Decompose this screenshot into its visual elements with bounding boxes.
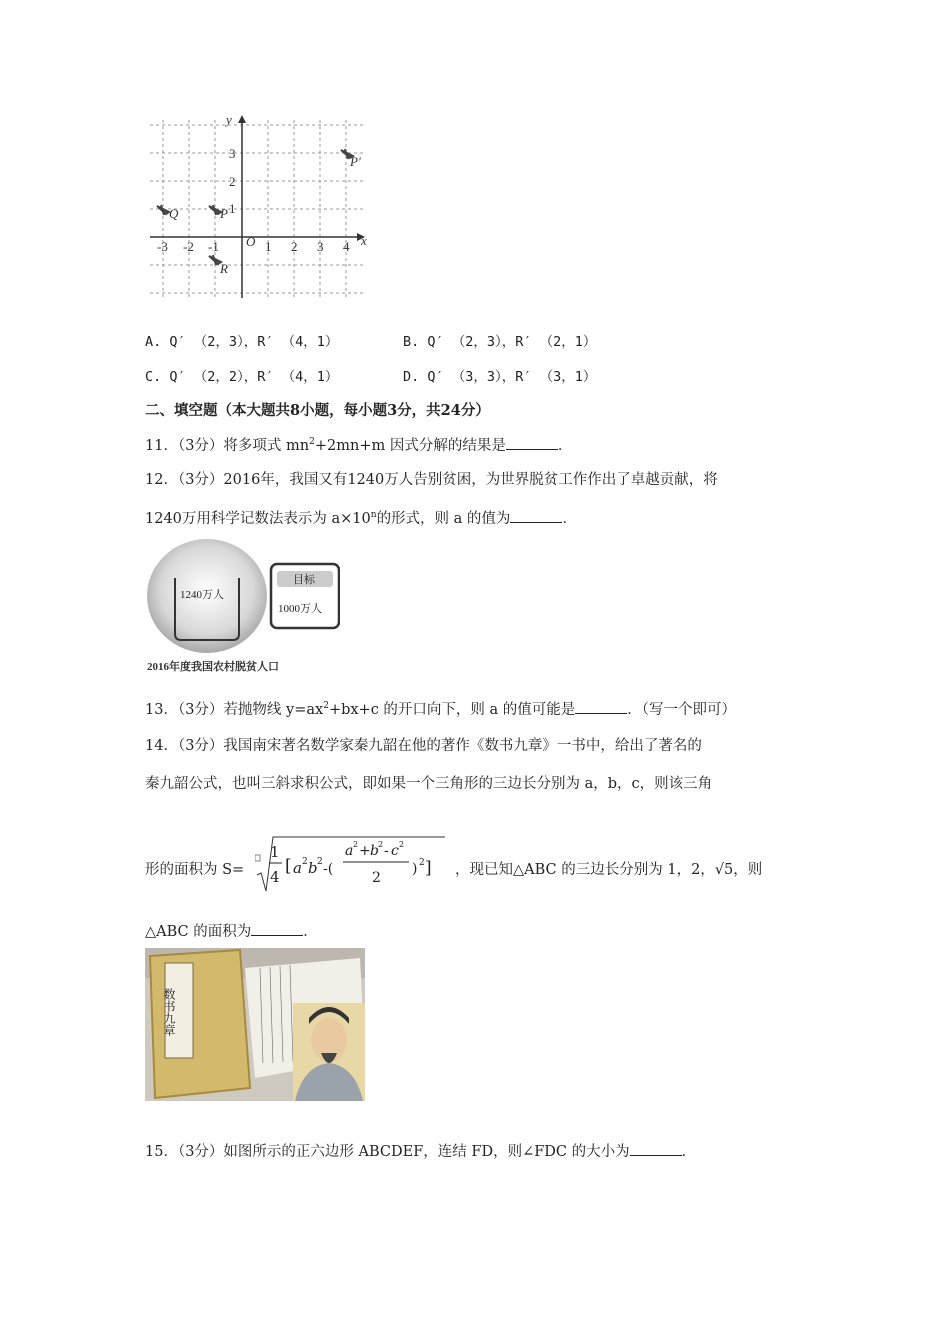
formula-denominator-four: 4 — [270, 868, 280, 886]
question-12-line2 — [145, 507, 577, 528]
poverty-figure — [145, 538, 340, 676]
y-tick: 2 — [229, 174, 236, 189]
q15-text: 15．（3分）如图所示的正六边形 ABCDEF，连结 FD，则∠FDC 的大小为 — [145, 1144, 630, 1160]
q12-text-a: 1240万用科学记数法表示为 a×10 — [145, 511, 371, 527]
q13-sup: 2 — [323, 701, 329, 712]
x-tick: -1 — [208, 239, 219, 254]
q14-end: ． — [303, 924, 318, 940]
answer-blank — [510, 508, 562, 523]
book-title: 数书九章 — [162, 988, 176, 1036]
q13-text-b: +bx+c 的开口向下，则 a 的值可能是 — [328, 702, 576, 718]
q12-sup: n — [370, 510, 377, 521]
x-tick: -3 — [157, 239, 168, 254]
book-figure-svg — [145, 948, 365, 1101]
q14-text-d: △ABC 的面积为 — [145, 924, 252, 940]
formula-bracket-open: [ — [285, 856, 292, 876]
answer-blank — [630, 1141, 682, 1156]
origin-label: O — [246, 234, 256, 249]
formula-bracket-close: ] — [425, 858, 432, 878]
heron-formula — [255, 835, 447, 895]
x-tick: 3 — [317, 239, 324, 254]
formula-numerator-one: 1 — [270, 843, 280, 861]
q12-text-b: 的形式，则 a 的值为 — [376, 511, 511, 527]
formula-sup: 2 — [302, 857, 308, 867]
coordinate-figure — [145, 110, 370, 302]
target-title: 目标 — [293, 574, 315, 586]
book-figure — [145, 948, 365, 1101]
point-r-label: R — [220, 261, 228, 276]
sqrt-five: √5 — [714, 862, 734, 878]
target-value: 1000万人 — [278, 603, 322, 615]
q11-text-b: +2mn+m 因式分解的结果是 — [314, 438, 506, 454]
question-15 — [145, 1140, 696, 1161]
formula-close-paren: ) — [412, 861, 418, 877]
option-b: B. Q′ （2，3），R′ （2，1） — [403, 334, 597, 350]
question-11 — [145, 434, 572, 455]
q11-end: ． — [557, 438, 573, 454]
q12-end: ． — [562, 511, 577, 527]
x-tick: 1 — [265, 239, 272, 254]
question-14-line3b — [455, 858, 762, 879]
formula-minus-c: - — [384, 843, 389, 859]
q11-sup: 2 — [309, 437, 315, 448]
x-axis-label: x — [361, 233, 367, 248]
question-14-line2: 秦九韶公式，也叫三斜求积公式，即如果一个三角形的三边长分别为 a，b，c，则该三角 — [145, 776, 713, 792]
option-d: D. Q′ （3，3），R′ （3，1） — [403, 369, 597, 385]
question-14-line3a: 形的面积为 S= — [145, 862, 245, 878]
formula-b: b — [308, 859, 318, 877]
formula-minus: -( — [323, 861, 334, 877]
formula-sup: 2 — [353, 840, 359, 849]
option-c: C. Q′ （2，2），R′ （4，1） — [145, 369, 339, 385]
answer-blank — [251, 921, 303, 936]
poverty-caption: 2016年度我国农村脱贫人口 — [147, 661, 279, 673]
question-13 — [145, 698, 736, 719]
formula-plus: + — [359, 843, 371, 859]
poverty-figure-svg — [145, 538, 340, 676]
question-14-line1: 14．（3分）我国南宋著名数学家秦九韶在他的著作《数书九章》一书中，给出了著名的 — [145, 738, 702, 754]
x-tick: 2 — [291, 239, 298, 254]
answer-blank — [575, 699, 627, 714]
formula-numerator-expr: a — [345, 843, 354, 859]
formula-sup: 2 — [317, 857, 323, 867]
option-a: A. Q′ （2，3），R′ （4，1） — [145, 334, 339, 350]
formula-sup: 2 — [378, 840, 384, 849]
formula-b2: b — [370, 843, 379, 859]
formula-sup: 2 — [399, 840, 405, 849]
point-p-label: P — [220, 206, 228, 221]
formula-sup: 2 — [419, 858, 425, 868]
y-axis-label: y — [226, 112, 232, 127]
q13-text-c: ．（写一个即可） — [627, 702, 737, 718]
q15-end: ． — [681, 1144, 697, 1160]
point-q-label: Q — [169, 206, 179, 221]
point-p-prime-label: P′ — [350, 154, 361, 169]
coordinate-grid-svg — [145, 110, 370, 302]
formula-denominator-two: 2 — [372, 870, 381, 886]
y-tick: 1 — [229, 201, 236, 216]
formula-a2b2: a — [293, 859, 302, 877]
section-title: 二、填空题（本大题共8小题，每小题3分，共24分） — [145, 402, 490, 419]
q14-text-c: ，则 — [733, 862, 763, 878]
x-tick: -2 — [183, 239, 194, 254]
formula-c2: c — [391, 843, 399, 859]
q13-text-a: 13．（3分）若抛物线 y=ax — [145, 702, 324, 718]
q11-text-a: 11．（3分）将多项式 mn — [145, 438, 310, 454]
x-tick: 4 — [343, 239, 350, 254]
q14-text-b: ，现已知△ABC 的三边长分别为 1，2， — [455, 862, 715, 878]
poverty-inner-label: 1240万人 — [180, 589, 224, 601]
answer-blank — [506, 435, 558, 450]
question-12-line1: 12．（3分）2016年，我国又有1240万人告别贫困，为世界脱贫工作作出了卓越贡献，将 — [145, 472, 718, 488]
question-14-line4 — [145, 920, 318, 941]
y-tick: 3 — [229, 146, 236, 161]
